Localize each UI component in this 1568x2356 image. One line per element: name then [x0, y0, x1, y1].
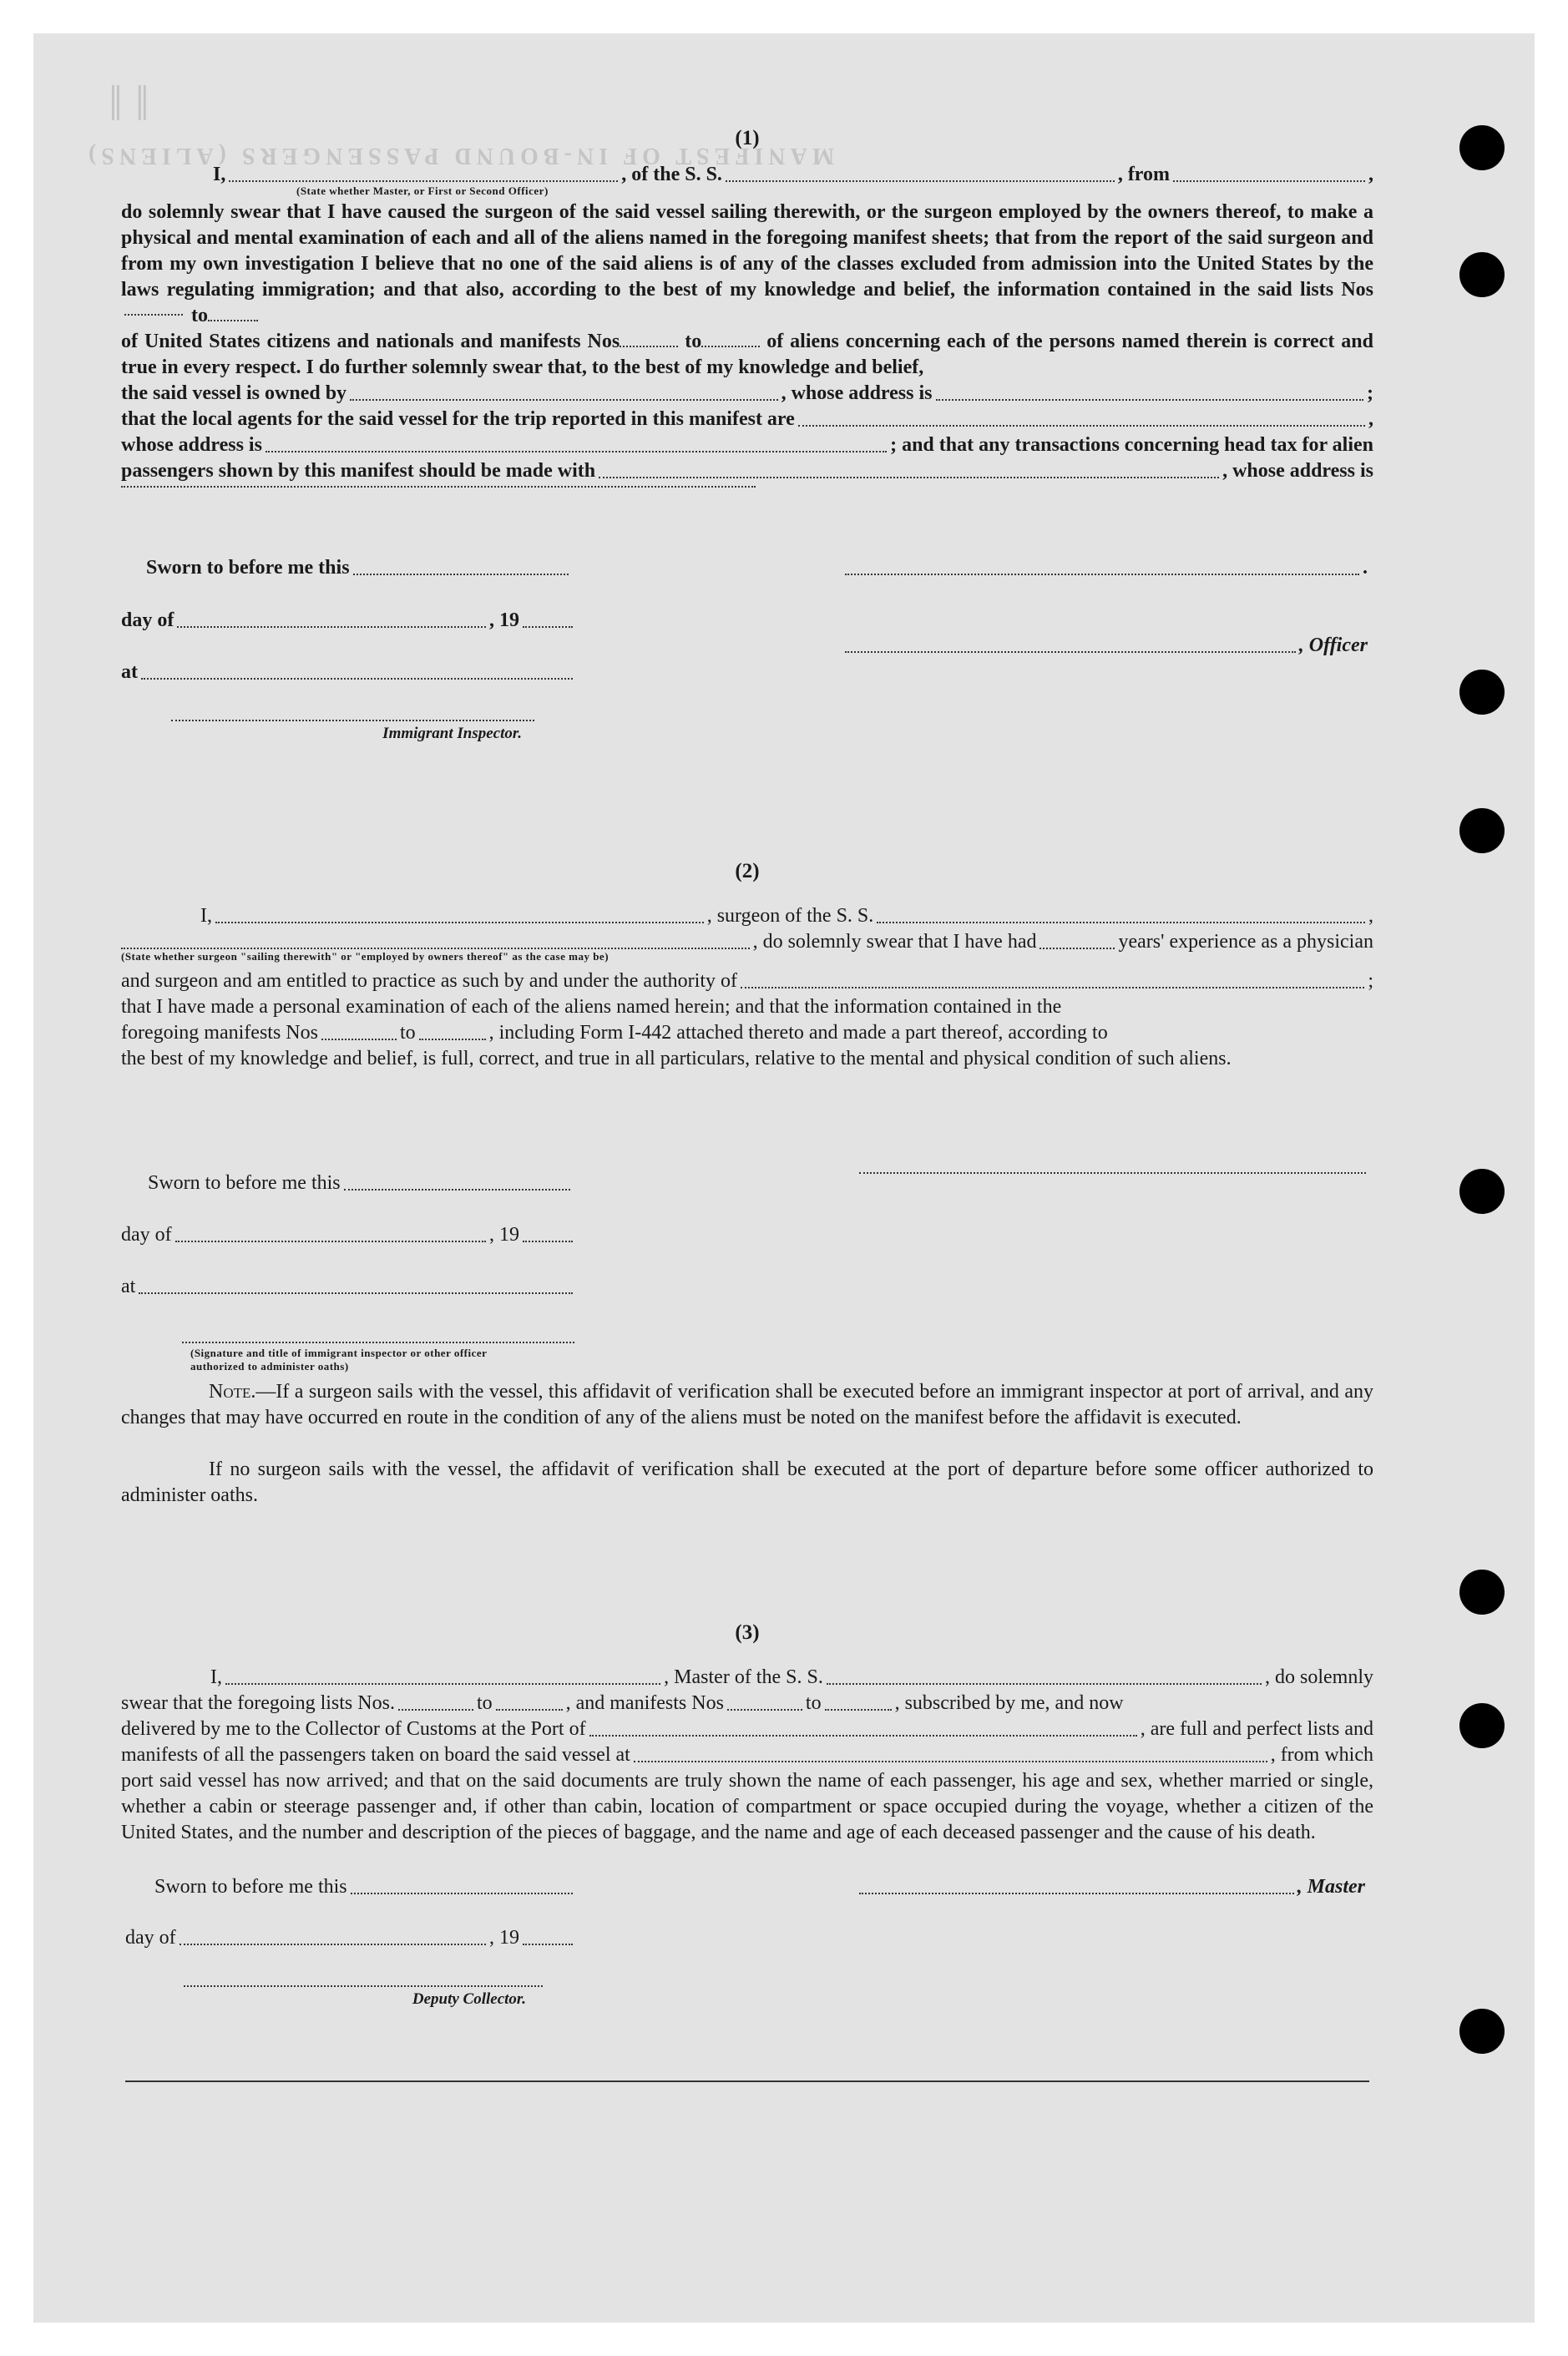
s2-sworn-date-field[interactable] [344, 1187, 570, 1191]
surgeon-line: I, , surgeon of the S. S. , [200, 905, 1373, 927]
lists-nos-to-field[interactable] [208, 320, 258, 321]
lists-nos-field[interactable] [124, 312, 183, 316]
officer-line: , Officer [842, 633, 1368, 659]
manifests-nos-field[interactable] [620, 346, 678, 347]
s1-at-line: at [121, 660, 576, 685]
s1-signature-field[interactable] [845, 572, 1359, 575]
s1-sworn-date-field[interactable] [353, 572, 569, 575]
bleed-through-text: MANIFEST OF IN-BOUND PASSENGERS (ALIENS) [83, 143, 835, 169]
port-field[interactable] [589, 1733, 1137, 1737]
punch-hole [1459, 252, 1505, 297]
s1-year-field[interactable] [523, 624, 573, 628]
s1-inspector-sig: Immigrant Inspector. [171, 718, 534, 743]
s1-at-field[interactable] [141, 676, 573, 680]
section-1-oath-text-2: of United States citizens and nationals and manifests Nos to of aliens concerning each of the persons named therein is correct and true in every respect. I do further solemnly swear that, to the best of my knowledge and belief, [121, 331, 1374, 378]
owner-address-field[interactable] [936, 397, 1364, 401]
authority-line: and surgeon and am entitled to practice as such by and under the authority of ; [121, 970, 1373, 992]
punch-hole [1459, 125, 1505, 170]
s1-inspector-sig-field[interactable] [171, 718, 534, 721]
bottom-rule [125, 2080, 1369, 2082]
document-page [33, 33, 1535, 2323]
boarding-port-field[interactable] [634, 1759, 1267, 1762]
agents-field[interactable] [798, 423, 1365, 427]
section-1-heading: (1) [735, 127, 760, 149]
lists-line: swear that the foregoing lists Nos. to , and manifests Nos to , subscribed by me, and now [121, 1692, 1124, 1714]
head-tax-address-field[interactable] [121, 484, 756, 488]
punch-hole [1459, 2009, 1505, 2054]
note-2: If no surgeon sails with the vessel, the affidavit of verification shall be executed at the port of departure before some officer authorized to administer oaths. [121, 1459, 1373, 1506]
s2-signature-line [856, 1170, 1369, 1180]
punch-hole [1459, 808, 1505, 853]
agents-address-field[interactable] [266, 449, 887, 452]
surgeon-status-field[interactable] [121, 946, 750, 949]
officer-field[interactable] [845, 650, 1296, 653]
section-2 [121, 860, 1373, 1072]
master-signature-field[interactable] [859, 1891, 1294, 1894]
section-3 [121, 1621, 1373, 1846]
s3-day-line: day of , 19 [125, 1925, 576, 1951]
s3-lists-nos-field[interactable] [398, 1707, 473, 1711]
s2-at-field[interactable] [139, 1291, 573, 1294]
s2-at-line: at [121, 1274, 576, 1300]
examination-text: that I have made a personal examination of each of the aliens named herein; and that the information contained in the [121, 996, 1062, 1018]
section-1-oath-text: do solemnly swear that I have caused the surgeon of the said vessel sailing therewith, or the surgeon employed by the owners thereof, to make a physical and mental examination of each and all of the aliens named in the foregoing manifest sheets; that from the report of the said surgeon and from my own investigation I believe that no one of the said aliens is of any of the classes excluded from admission into the United States by the laws regulating immigration; and that also, according to the best of my knowledge and belief, the information contained in the said lists Nos to [121, 201, 1373, 326]
arrival-text: port said vessel has now arrived; and that on the said documents are truly shown the name of each passenger, his age and sex, whether married or single, whether a cabin or steerage passenger and, if other than cabin, location of compartment or space occupied during the voyage, whether a citizen of the United States, and the number and description of the pieces of baggage, and the name and age of each deceased passenger and the cause of his death. [121, 1770, 1373, 1843]
surgeon-status-line: , do solemnly swear that I have had years' experience as a physician [121, 929, 1373, 955]
section-1-opening-line: I, , of the S. S. , from , [213, 164, 1374, 185]
s2-year-field[interactable] [523, 1239, 573, 1242]
surgeon-status-caption: (State whether surgeon "sailing therewith" or "employed by owners thereof" as the case may be) [121, 950, 609, 963]
s1-day-field[interactable] [177, 624, 486, 628]
s1-signature-line: . [842, 555, 1368, 581]
s2-day-line: day of , 19 [121, 1222, 576, 1248]
s2-signature-block: (Signature and title of immigrant inspector or other officer authorized to administer oaths) [182, 1340, 574, 1373]
boarding-line: manifests of all the passengers taken on board the said vessel at , from which [121, 1744, 1373, 1766]
s3-day-field[interactable] [180, 1942, 486, 1945]
master-name-field[interactable] [225, 1681, 660, 1685]
years-field[interactable] [1039, 946, 1115, 949]
s1-sworn-line: Sworn to before me this [146, 555, 572, 581]
punch-hole [1459, 670, 1505, 715]
s3-collector-sig-field[interactable] [184, 1984, 543, 1987]
s3-year-field[interactable] [523, 1942, 573, 1945]
agents-line: that the local agents for the said vessel for the trip reported in this manifest are , [121, 408, 1373, 430]
s2-day-field[interactable] [175, 1239, 486, 1242]
s1-day-line: day of , 19 [121, 608, 576, 634]
head-tax-line: passengers shown by this manifest should be made with , whose address is [121, 460, 1373, 482]
stamp-marks: ‖ ‖ [109, 76, 149, 131]
s3-collector-sig: Deputy Collector. [184, 1984, 543, 2009]
master-signature-line: , Master [856, 1874, 1365, 1900]
agents-address-line: whose address is ; and that any transactions concerning head tax for alien [121, 434, 1373, 456]
manifests-line: foregoing manifests Nos to , including Form I-442 attached thereto and made a part thereof, according to [121, 1022, 1108, 1044]
surgeon-name-field[interactable] [215, 920, 704, 923]
punch-hole [1459, 1703, 1505, 1748]
master-line: I, , Master of the S. S. , do solemnly [210, 1666, 1373, 1688]
owner-field[interactable] [350, 397, 778, 401]
owner-line: the said vessel is owned by , whose address is ; [121, 382, 1374, 404]
s3-sworn-date-field[interactable] [351, 1891, 573, 1894]
s2-manifest-nos-field[interactable] [321, 1037, 397, 1040]
punch-hole [1459, 1169, 1505, 1214]
from-field[interactable] [1173, 179, 1365, 182]
s3-sworn-line: Sworn to before me this [154, 1874, 576, 1900]
surgeon-vessel-field[interactable] [877, 920, 1365, 923]
head-tax-contact-field[interactable] [599, 475, 1219, 478]
s2-manifest-to-field[interactable] [419, 1037, 486, 1040]
head-tax-address-line [121, 484, 1373, 493]
authority-field[interactable] [741, 985, 1364, 988]
s3-manifests-to-field[interactable] [825, 1707, 892, 1711]
s2-sworn-line: Sworn to before me this [148, 1170, 574, 1196]
punch-hole [1459, 1570, 1505, 1615]
manifests-nos-to-field[interactable] [701, 346, 760, 347]
vessel-field[interactable] [726, 179, 1115, 182]
officer-rank-caption: (State whether Master, or First or Second Officer) [296, 185, 549, 197]
s3-lists-to-field[interactable] [496, 1707, 563, 1711]
note: Note.—If a surgeon sails with the vessel, this affidavit of verification shall be executed before an immigrant inspector at port of arrival, and any changes that may have occurred en route in the condition of any of the aliens must be noted on the manifest before the affidavit is executed. [121, 1381, 1373, 1428]
name-field[interactable] [229, 179, 618, 182]
section-2-heading: (2) [735, 860, 760, 882]
section-1 [121, 127, 1373, 493]
port-line: delivered by me to the Collector of Customs at the Port of , are full and perfect lists and [121, 1718, 1373, 1740]
s3-vessel-field[interactable] [827, 1681, 1262, 1685]
s2-signature-field[interactable] [859, 1170, 1366, 1174]
section-3-heading: (3) [735, 1621, 760, 1644]
knowledge-text: the best of my knowledge and belief, is full, correct, and true in all particulars, relative to the mental and physical condition of such aliens. [121, 1048, 1232, 1069]
s3-manifests-nos-field[interactable] [727, 1707, 802, 1711]
s2-inspector-sig-field[interactable] [182, 1340, 574, 1343]
